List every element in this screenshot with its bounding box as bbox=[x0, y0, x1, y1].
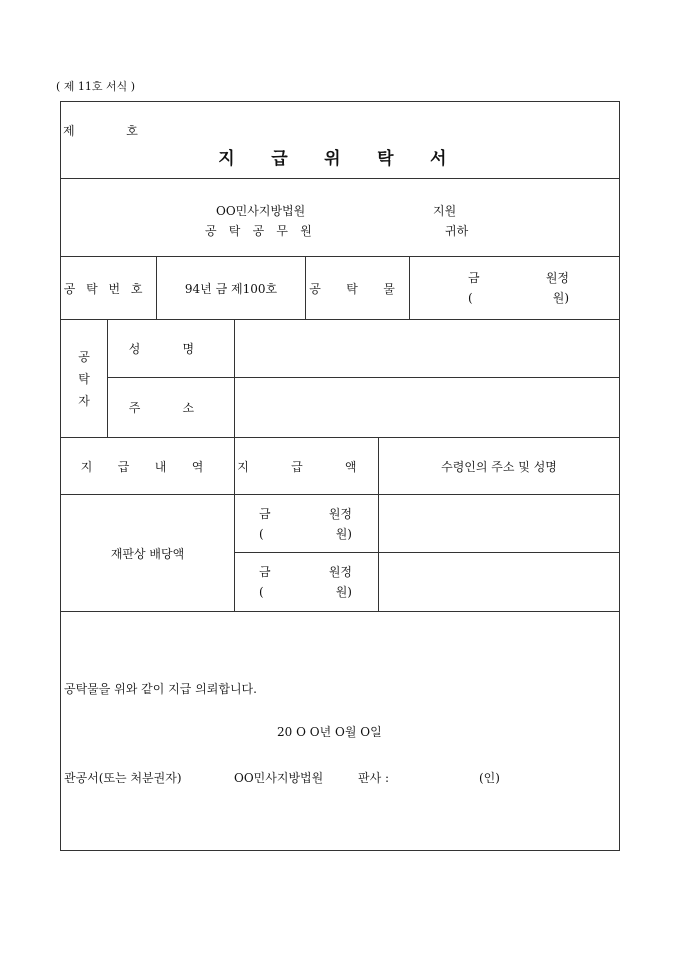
depositor-char: 공 bbox=[78, 349, 90, 364]
depositor-char: 탁 bbox=[78, 371, 90, 386]
payment-amount-cell bbox=[235, 553, 379, 612]
judge-label: 판사 : bbox=[358, 771, 390, 785]
amount-paren-open: ( bbox=[259, 526, 264, 541]
title-cell bbox=[61, 102, 620, 179]
form-number-label: ( 제 11호 서식 ) bbox=[56, 80, 136, 93]
payment-details-header: 지 급 내 역 bbox=[61, 438, 235, 495]
deposit-amount bbox=[410, 257, 620, 320]
amount-paren-close: 원) bbox=[552, 291, 570, 305]
document-number bbox=[63, 122, 138, 139]
recipient-officer: 공 탁 공 무 원 bbox=[205, 224, 317, 238]
document-title: 지 급 위 탁 서 bbox=[218, 149, 462, 169]
amount-paren-open: ( bbox=[259, 585, 264, 599]
recipient-honorific: 귀하 bbox=[445, 224, 469, 238]
name-label: 성 명 bbox=[108, 320, 235, 378]
amount-paren-open: ( bbox=[468, 291, 473, 305]
receiver-cell[interactable] bbox=[379, 495, 620, 553]
depositor-char: 자 bbox=[78, 393, 90, 408]
seal-mark: (인) bbox=[479, 771, 500, 785]
signature-section bbox=[61, 612, 620, 851]
signing-court: OO민사지방법원 bbox=[234, 771, 324, 785]
amount-suffix: 원정 bbox=[328, 565, 352, 579]
authority-label: 관공서(또는 처분권자) bbox=[64, 771, 182, 785]
deposit-item-label: 공 탁 물 bbox=[306, 257, 410, 320]
amount-prefix: 금 bbox=[468, 271, 480, 285]
amount-paren-close: 원) bbox=[335, 526, 352, 541]
amount-paren-close: 원) bbox=[335, 585, 352, 599]
depositor-label bbox=[61, 320, 108, 438]
recipient-branch: 지원 bbox=[433, 204, 457, 218]
recipient-cell bbox=[61, 179, 620, 257]
amount-suffix: 원정 bbox=[545, 271, 570, 285]
amount-suffix: 원정 bbox=[328, 506, 352, 521]
name-value[interactable] bbox=[235, 320, 620, 378]
address-value[interactable] bbox=[235, 378, 620, 438]
request-statement: 공탁물을 위와 같이 지급 의뢰합니다. bbox=[64, 682, 257, 696]
address-label: 주 소 bbox=[108, 378, 235, 438]
payment-amount-header: 지 급 액 bbox=[235, 438, 379, 495]
recipient-court: OO민사지방법원 bbox=[216, 204, 306, 218]
deposit-number-value: 94년 금 제100호 bbox=[157, 257, 306, 320]
request-date: 20 O O년 O월 O일 bbox=[277, 725, 382, 739]
payment-request-form bbox=[60, 101, 620, 851]
amount-prefix: 금 bbox=[259, 506, 271, 521]
receiver-cell[interactable] bbox=[379, 553, 620, 612]
receiver-header: 수령인의 주소 및 성명 bbox=[379, 438, 620, 495]
payment-category: 재판상 배당액 bbox=[61, 495, 235, 612]
number-prefix: 제 bbox=[63, 124, 75, 138]
deposit-number-label: 공탁번호 bbox=[61, 257, 157, 320]
payment-amount-cell bbox=[235, 495, 379, 553]
amount-prefix: 금 bbox=[259, 565, 271, 579]
number-suffix: 호 bbox=[126, 124, 138, 138]
